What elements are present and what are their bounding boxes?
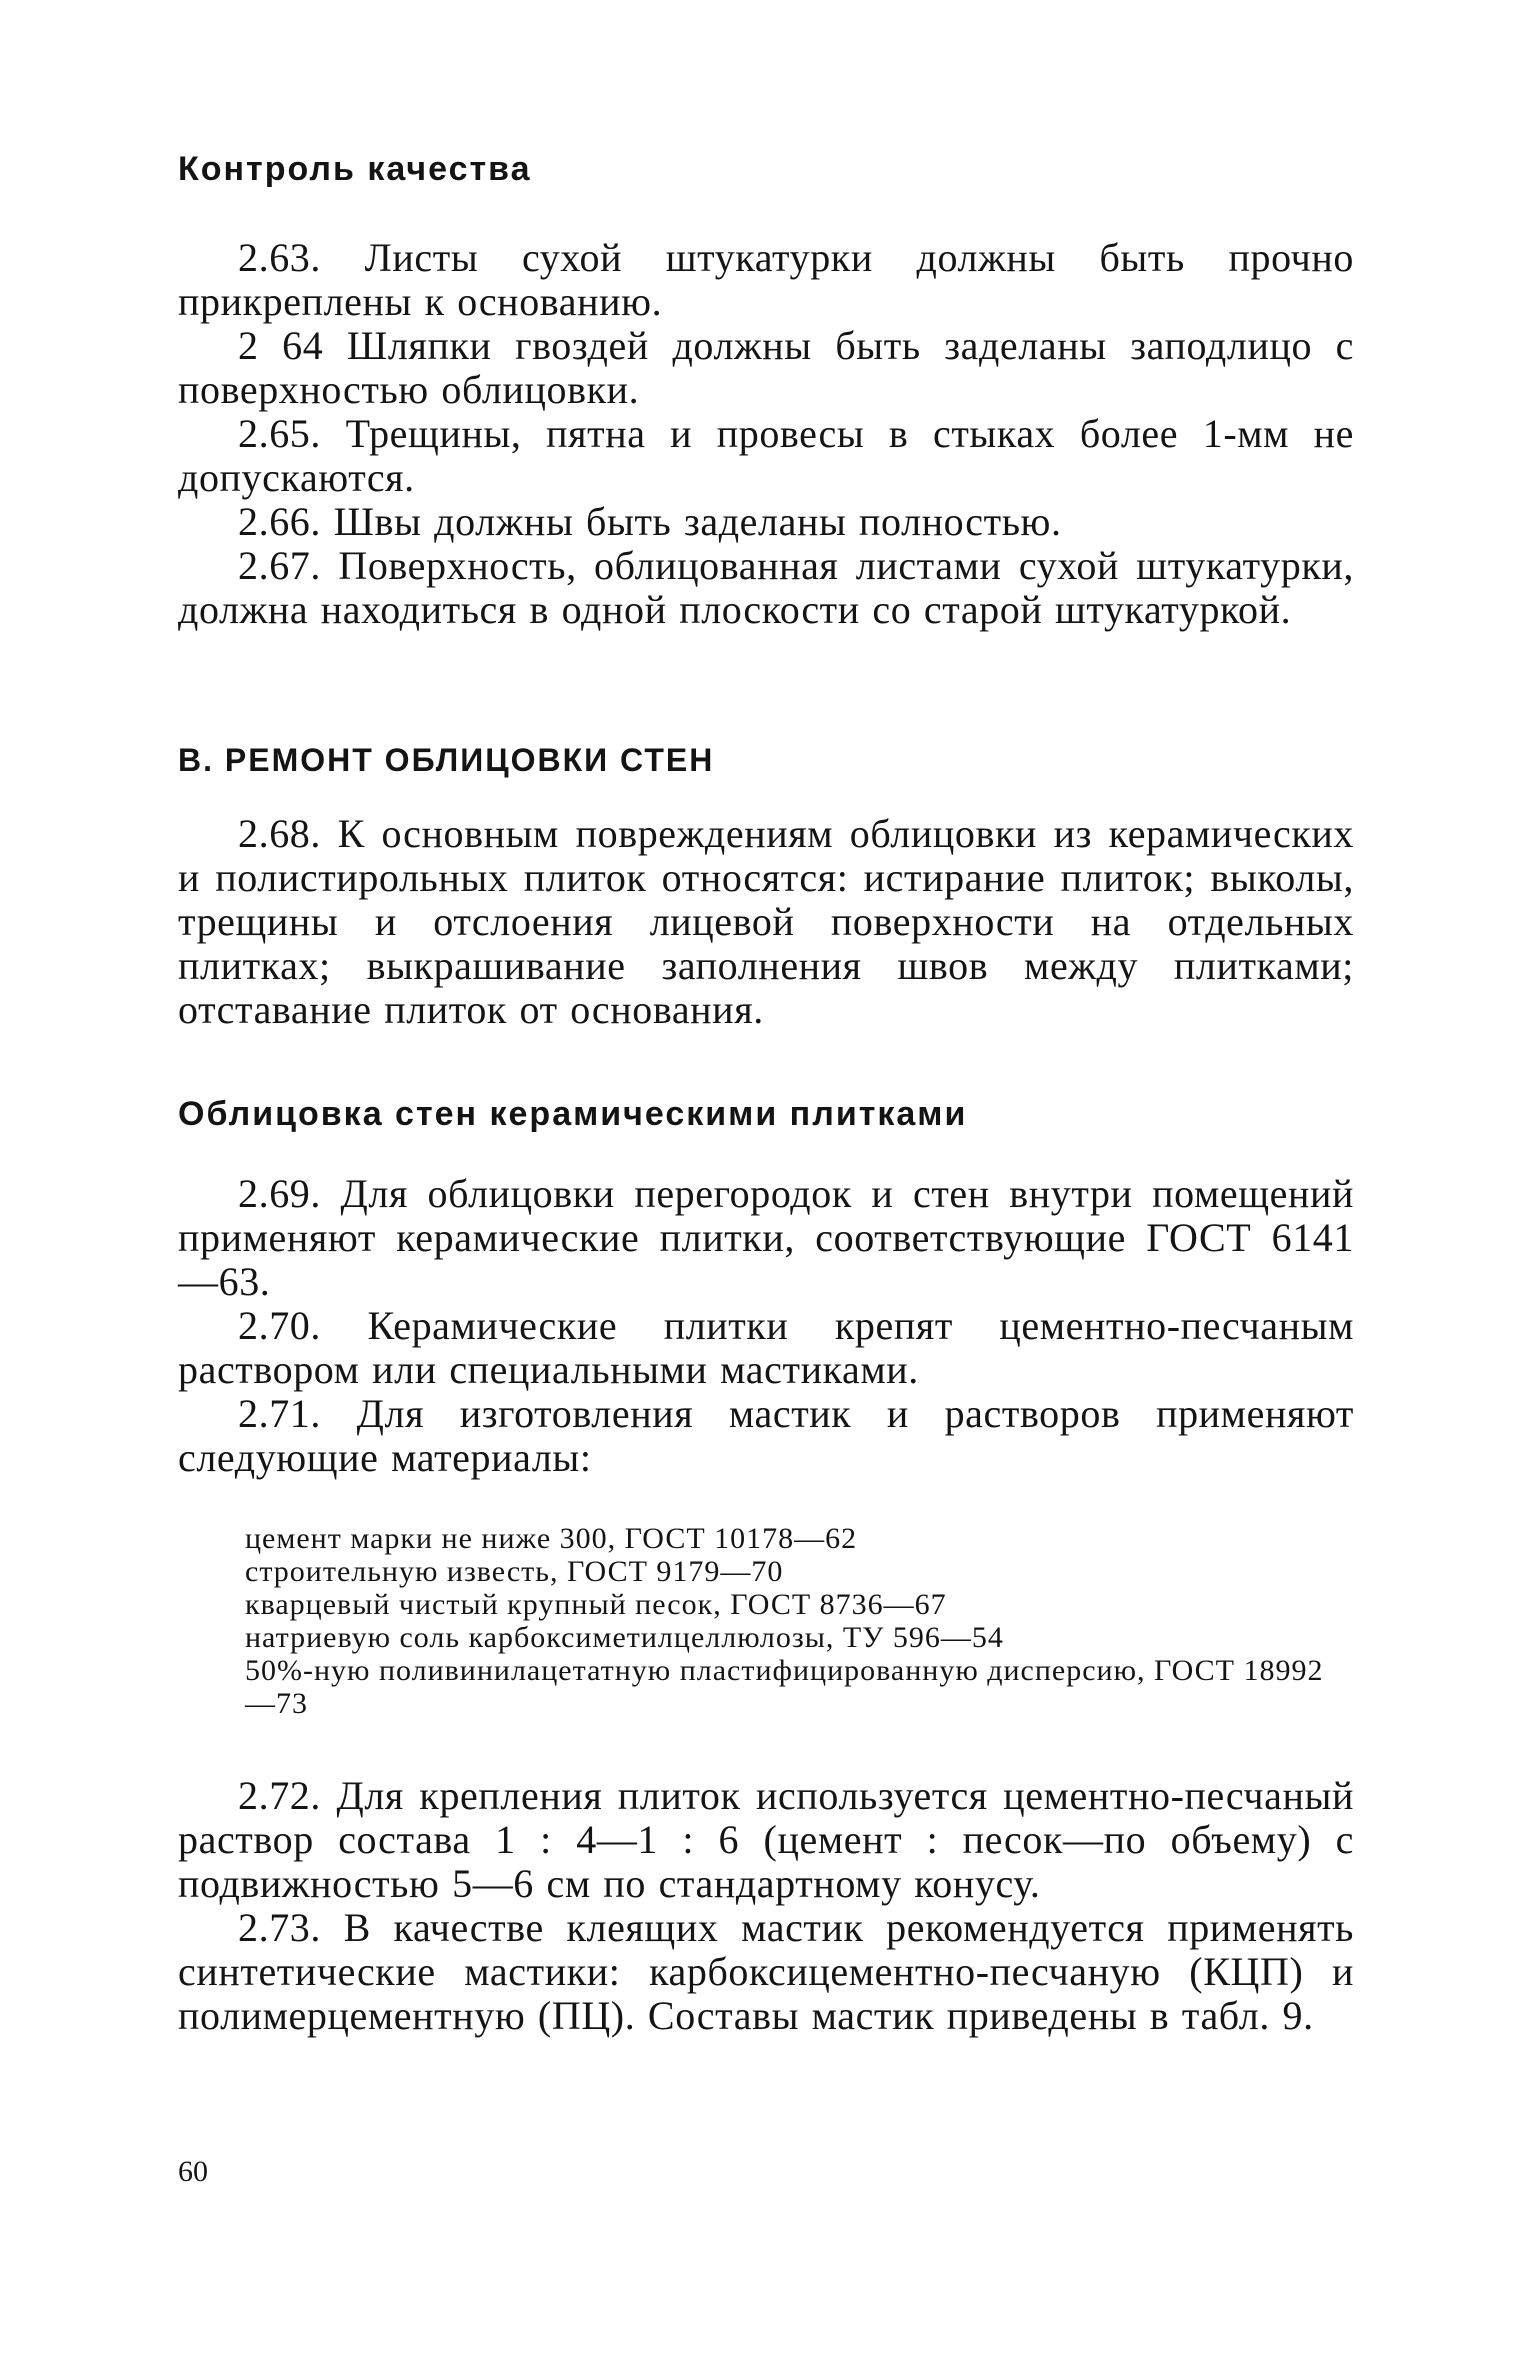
paragraph-2-70: 2.70. Керамические плитки крепят цементно-песчаным раствором или специальными мастиками. (178, 1303, 1354, 1392)
ceramic-cladding-heading: Облицовка стен керамическими плитками (178, 1095, 968, 1133)
paragraph-2-63: 2.63. Листы сухой штукатурки должны быть прочно прикреплены к основанию. (178, 235, 1354, 324)
material-item-1: цемент марки не ниже 300, ГОСТ 10178—62 (245, 1522, 858, 1555)
material-item-4: натриевую соль карбоксиметилцеллюлозы, ТУ 596—54 (245, 1621, 1004, 1654)
paragraph-2-66: 2.66. Швы должны быть заделаны полностью. (238, 499, 1062, 544)
material-item-5: 50%-ную поливинилацетатную пластифицированную дисперсию, ГОСТ 18992—73 (245, 1654, 1324, 1720)
mortar-paragraphs (178, 1774, 1354, 2038)
section-v-heading: В. РЕМОНТ ОБЛИЦОВКИ СТЕН (178, 742, 715, 778)
material-item-3: кварцевый чистый крупный песок, ГОСТ 8736—67 (245, 1588, 947, 1621)
material-item-2: строительную известь, ГОСТ 9179—70 (245, 1555, 784, 1588)
quality-control-heading-block (178, 150, 1354, 189)
ceramic-cladding-heading-block (178, 1095, 1354, 1134)
paragraph-2-65: 2.65. Трещины, пятна и провесы в стыках более 1-мм не допускаются. (178, 411, 1354, 500)
section-v-heading-block (178, 742, 1354, 779)
paragraph-2-64: 2 64 Шляпки гвоздей должны быть заделаны заподлицо с поверхностью облицовки. (178, 323, 1354, 412)
quality-control-paragraphs (178, 236, 1354, 632)
ceramic-cladding-paragraphs (178, 1172, 1354, 1480)
section-v-paragraphs (178, 812, 1354, 1032)
paragraph-2-71: 2.71. Для изготовления мастик и растворов применяют следующие материалы: (178, 1391, 1354, 1480)
paragraph-2-73: 2.73. В качестве клеящих мастик рекомендуется применять синтетические мастики: карбоксицементно-песчаную (КЦП) и полимерцементную (ПЦ). Составы мастик приведены в табл. 9. (178, 1905, 1354, 2038)
paragraph-2-72: 2.72. Для крепления плиток используется цементно-песчаный раствор состава 1 : 4—1 : 6 (цемент : песок—по объему) с подвижностью 5—6 см по стандартному конусу. (178, 1773, 1354, 1906)
page-number: 60 (178, 2155, 208, 2188)
quality-control-heading: Контроль качества (178, 150, 532, 188)
paragraph-2-67: 2.67. Поверхность, облицованная листами сухой штукатурки, должна находиться в одной плоскости со старой штукатуркой. (178, 543, 1354, 632)
paragraph-2-68: 2.68. К основным повреждениям облицовки из керамических и полистирольных плиток относятся: истирание плиток; выколы, трещины и отслоения лицевой поверхности на отдельных плитках; выкрашивание заполнения швов между плитками; отставание плиток от основания. (178, 811, 1354, 1032)
materials-list (245, 1522, 1345, 1720)
paragraph-2-69: 2.69. Для облицовки перегородок и стен внутри помещений применяют керамические плитки, соответствующие ГОСТ 6141—63. (178, 1171, 1354, 1304)
